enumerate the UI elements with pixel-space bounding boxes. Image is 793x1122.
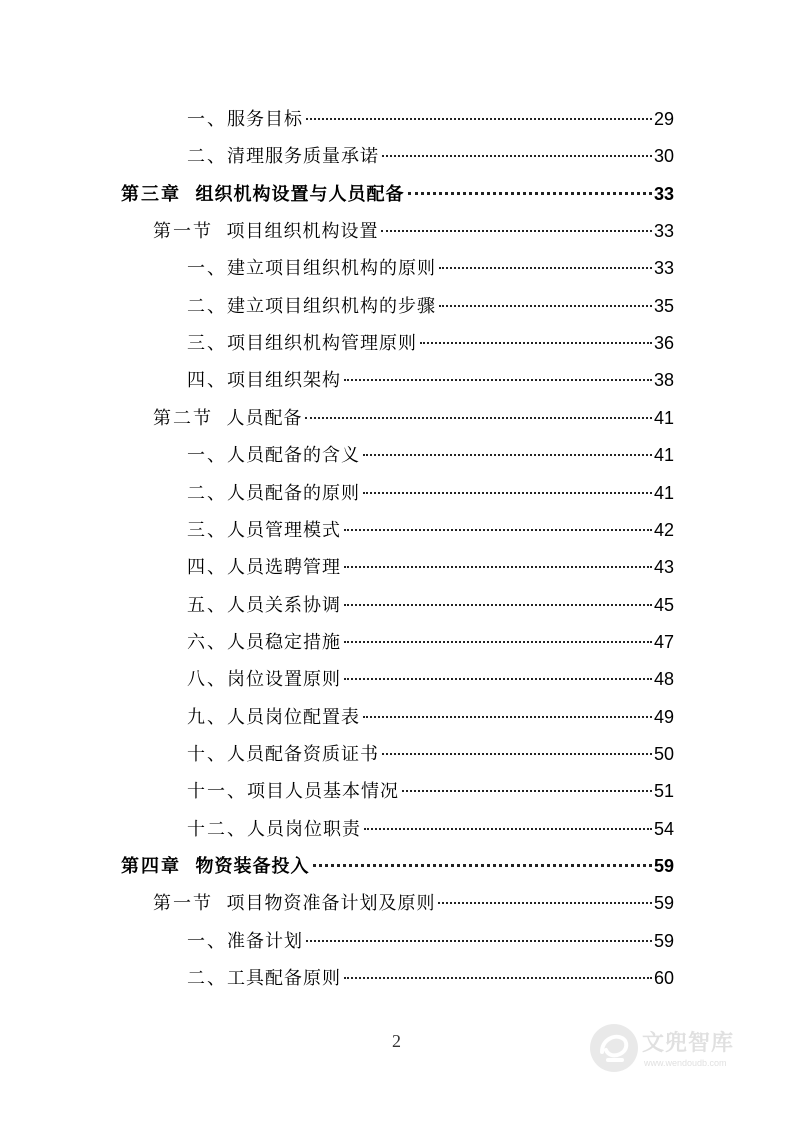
toc-entry-text bbox=[187, 481, 360, 507]
toc-entry-number: 十、 bbox=[187, 744, 227, 765]
toc-entry-title: 项目人员基本情况 bbox=[247, 781, 399, 802]
toc-entry-text bbox=[187, 256, 436, 282]
toc-dot-leader bbox=[313, 864, 652, 867]
toc-entry-separator bbox=[213, 893, 226, 914]
toc-entry-text bbox=[153, 891, 435, 917]
toc-entry-number: 二、 bbox=[187, 968, 227, 989]
toc-entry-text bbox=[187, 443, 360, 469]
toc-entry-title: 人员选聘管理 bbox=[227, 557, 341, 578]
toc-dot-leader bbox=[363, 716, 652, 718]
toc-entry-number: 第三章 bbox=[121, 184, 181, 205]
toc-entry-title: 准备计划 bbox=[227, 931, 303, 952]
toc-dot-leader bbox=[364, 828, 652, 830]
toc-entry-text bbox=[187, 107, 303, 133]
watermark-url: www.wendoudb.com bbox=[644, 1058, 727, 1068]
toc-entry-text bbox=[187, 593, 341, 619]
toc-entry-number: 一、 bbox=[187, 258, 227, 279]
toc-entry-text bbox=[187, 331, 417, 357]
toc-entry-number: 一、 bbox=[187, 109, 227, 130]
toc-entry-item[interactable] bbox=[187, 330, 674, 356]
toc-entry-title: 人员配备的含义 bbox=[227, 445, 360, 466]
toc-entry-item[interactable] bbox=[187, 928, 674, 954]
toc-entry-title: 工具配备原则 bbox=[227, 968, 341, 989]
toc-entry-title: 清理服务质量承诺 bbox=[227, 146, 379, 167]
toc-entry-page: 29 bbox=[653, 109, 674, 129]
toc-entry-text bbox=[187, 518, 341, 544]
toc-entry-number: 八、 bbox=[187, 669, 227, 690]
toc-dot-leader bbox=[344, 529, 652, 531]
toc-entry-number: 九、 bbox=[187, 707, 227, 728]
toc-entry-number: 三、 bbox=[187, 333, 227, 354]
toc-entry-page: 42 bbox=[653, 520, 674, 540]
toc-entry-title: 人员岗位职责 bbox=[247, 819, 361, 840]
toc-entry-number: 六、 bbox=[187, 632, 227, 653]
toc-entry-page: 60 bbox=[653, 968, 674, 988]
toc-entry-item[interactable] bbox=[187, 778, 674, 804]
toc-entry-number: 四、 bbox=[187, 557, 227, 578]
toc-entry-page: 30 bbox=[653, 146, 674, 166]
page-number: 2 bbox=[392, 1031, 401, 1051]
watermark-title: 文兜智库 bbox=[642, 1031, 735, 1056]
toc-dot-leader bbox=[344, 379, 652, 381]
toc-entry-section[interactable] bbox=[153, 405, 674, 431]
watermark bbox=[588, 1018, 768, 1078]
toc-entry-number: 一、 bbox=[187, 445, 227, 466]
toc-entry-item[interactable] bbox=[187, 554, 674, 580]
toc-dot-leader bbox=[382, 753, 652, 755]
toc-dot-leader bbox=[382, 155, 652, 157]
toc-entry-item[interactable] bbox=[187, 517, 674, 543]
toc-entry-page: 35 bbox=[653, 296, 674, 316]
toc-entry-text bbox=[187, 555, 341, 581]
toc-entry-item[interactable] bbox=[187, 592, 674, 618]
toc-entry-title: 岗位设置原则 bbox=[227, 669, 341, 690]
toc-entry-page: 59 bbox=[653, 856, 674, 876]
toc-entry-title: 人员配备 bbox=[226, 408, 303, 429]
toc-entry-title: 物资装备投入 bbox=[195, 856, 310, 877]
toc-dot-leader bbox=[402, 790, 652, 792]
toc-entry-chapter[interactable] bbox=[121, 181, 674, 207]
toc-entry-item[interactable] bbox=[187, 965, 674, 991]
toc-entry-item[interactable] bbox=[187, 666, 674, 692]
toc-entry-title: 项目物资准备计划及原则 bbox=[226, 893, 436, 914]
toc-entry-number: 二、 bbox=[187, 483, 227, 504]
toc-dot-leader bbox=[306, 118, 652, 120]
toc-entry-page: 48 bbox=[653, 669, 674, 689]
toc-dot-leader bbox=[344, 977, 652, 979]
toc-entry-title: 人员稳定措施 bbox=[227, 632, 341, 653]
toc-entry-title: 服务目标 bbox=[227, 109, 303, 130]
toc-entry-text bbox=[153, 406, 302, 432]
toc-entry-page: 49 bbox=[653, 707, 674, 727]
toc-entry-item[interactable] bbox=[187, 480, 674, 506]
toc-dot-leader bbox=[408, 192, 652, 195]
toc-entry-separator bbox=[181, 184, 196, 205]
toc-entry-number: 第二节 bbox=[153, 408, 213, 429]
toc-entry-text bbox=[187, 705, 360, 731]
toc-entry-number: 五、 bbox=[187, 595, 227, 616]
toc-entry-text bbox=[187, 929, 303, 955]
toc-entry-item[interactable] bbox=[187, 816, 674, 842]
toc-entry-number: 十一、 bbox=[187, 781, 247, 802]
toc-entry-page: 41 bbox=[653, 483, 674, 503]
toc-entry-page: 50 bbox=[653, 744, 674, 764]
toc-entry-text bbox=[121, 182, 405, 208]
toc-dot-leader bbox=[420, 342, 652, 344]
toc-entry-text bbox=[187, 368, 341, 394]
toc-entry-item[interactable] bbox=[187, 704, 674, 730]
toc-entry-number: 二、 bbox=[187, 146, 227, 167]
toc-entry-page: 36 bbox=[653, 333, 674, 353]
toc-entry-text bbox=[121, 854, 310, 880]
toc-entry-page: 59 bbox=[653, 931, 674, 951]
toc-entry-text bbox=[187, 144, 379, 170]
toc-entry-title: 项目组织机构设置 bbox=[226, 221, 379, 242]
toc-entry-text bbox=[153, 219, 378, 245]
toc-entry-number: 三、 bbox=[187, 520, 227, 541]
toc-entry-title: 组织机构设置与人员配备 bbox=[195, 184, 405, 205]
toc-entry-page: 45 bbox=[653, 595, 674, 615]
toc-dot-leader bbox=[306, 940, 652, 942]
toc-entry-page: 38 bbox=[653, 370, 674, 390]
watermark-logo-icon bbox=[588, 1022, 640, 1074]
toc-entry-text bbox=[187, 630, 341, 656]
toc-entry-text bbox=[187, 817, 361, 843]
toc-dot-leader bbox=[344, 678, 652, 680]
toc-entry-item[interactable] bbox=[187, 143, 674, 169]
toc-dot-leader bbox=[305, 417, 652, 419]
toc-entry-title: 人员配备资质证书 bbox=[227, 744, 379, 765]
toc-dot-leader bbox=[439, 267, 652, 269]
toc-entry-title: 项目组织机构管理原则 bbox=[227, 333, 417, 354]
toc-dot-leader bbox=[439, 305, 652, 307]
toc-entry-title: 建立项目组织机构的原则 bbox=[227, 258, 436, 279]
toc-entry-page: 33 bbox=[653, 258, 674, 278]
toc-entry-page: 43 bbox=[653, 557, 674, 577]
toc-dot-leader bbox=[438, 902, 652, 904]
toc-entry-title: 人员岗位配置表 bbox=[227, 707, 360, 728]
toc-entry-item[interactable] bbox=[187, 293, 674, 319]
toc-entry-text bbox=[187, 742, 379, 768]
toc-entry-page: 41 bbox=[653, 408, 674, 428]
toc-entry-item[interactable] bbox=[187, 442, 674, 468]
toc-entry-title: 人员配备的原则 bbox=[227, 483, 360, 504]
toc-entry-number: 十二、 bbox=[187, 819, 247, 840]
toc-entry-text bbox=[187, 779, 399, 805]
toc-dot-leader bbox=[344, 604, 652, 606]
toc-dot-leader bbox=[381, 230, 652, 232]
toc-entry-separator bbox=[213, 408, 226, 429]
toc-entry-page: 51 bbox=[653, 781, 674, 801]
toc-entry-page: 54 bbox=[653, 819, 674, 839]
toc-entry-number: 第四章 bbox=[121, 856, 181, 877]
toc-dot-leader bbox=[344, 641, 652, 643]
toc-dot-leader bbox=[363, 454, 652, 456]
toc-entry-item[interactable] bbox=[187, 106, 674, 132]
toc-entry-title: 人员关系协调 bbox=[227, 595, 341, 616]
toc-entry-text bbox=[187, 294, 436, 320]
toc-entry-number: 二、 bbox=[187, 296, 227, 317]
toc-entry-separator bbox=[213, 221, 226, 242]
toc-entry-section[interactable] bbox=[153, 890, 674, 916]
toc-entry-section[interactable] bbox=[153, 218, 674, 244]
toc-dot-leader bbox=[344, 566, 652, 568]
toc-entry-item[interactable] bbox=[187, 741, 674, 767]
toc-entry-text bbox=[187, 966, 341, 992]
toc-entry-chapter[interactable] bbox=[121, 853, 674, 879]
toc-entry-title: 建立项目组织机构的步骤 bbox=[227, 296, 436, 317]
toc-entry-text bbox=[187, 667, 341, 693]
toc-entry-number: 第一节 bbox=[153, 221, 213, 242]
toc-entry-item[interactable] bbox=[187, 367, 674, 393]
toc-entry-number: 一、 bbox=[187, 931, 227, 952]
toc-entry-separator bbox=[181, 856, 196, 877]
toc-entry-page: 47 bbox=[653, 632, 674, 652]
toc-dot-leader bbox=[363, 492, 652, 494]
toc-entry-title: 人员管理模式 bbox=[227, 520, 341, 541]
toc-entry-page: 33 bbox=[653, 221, 674, 241]
toc-entry-page: 59 bbox=[653, 893, 674, 913]
toc-entry-title: 项目组织架构 bbox=[227, 370, 341, 391]
toc-entry-number: 第一节 bbox=[153, 893, 213, 914]
toc-entry-page: 41 bbox=[653, 445, 674, 465]
toc-entry-item[interactable] bbox=[187, 255, 674, 281]
toc-entry-page: 33 bbox=[653, 184, 674, 204]
toc-entry-item[interactable] bbox=[187, 629, 674, 655]
toc-entry-number: 四、 bbox=[187, 370, 227, 391]
